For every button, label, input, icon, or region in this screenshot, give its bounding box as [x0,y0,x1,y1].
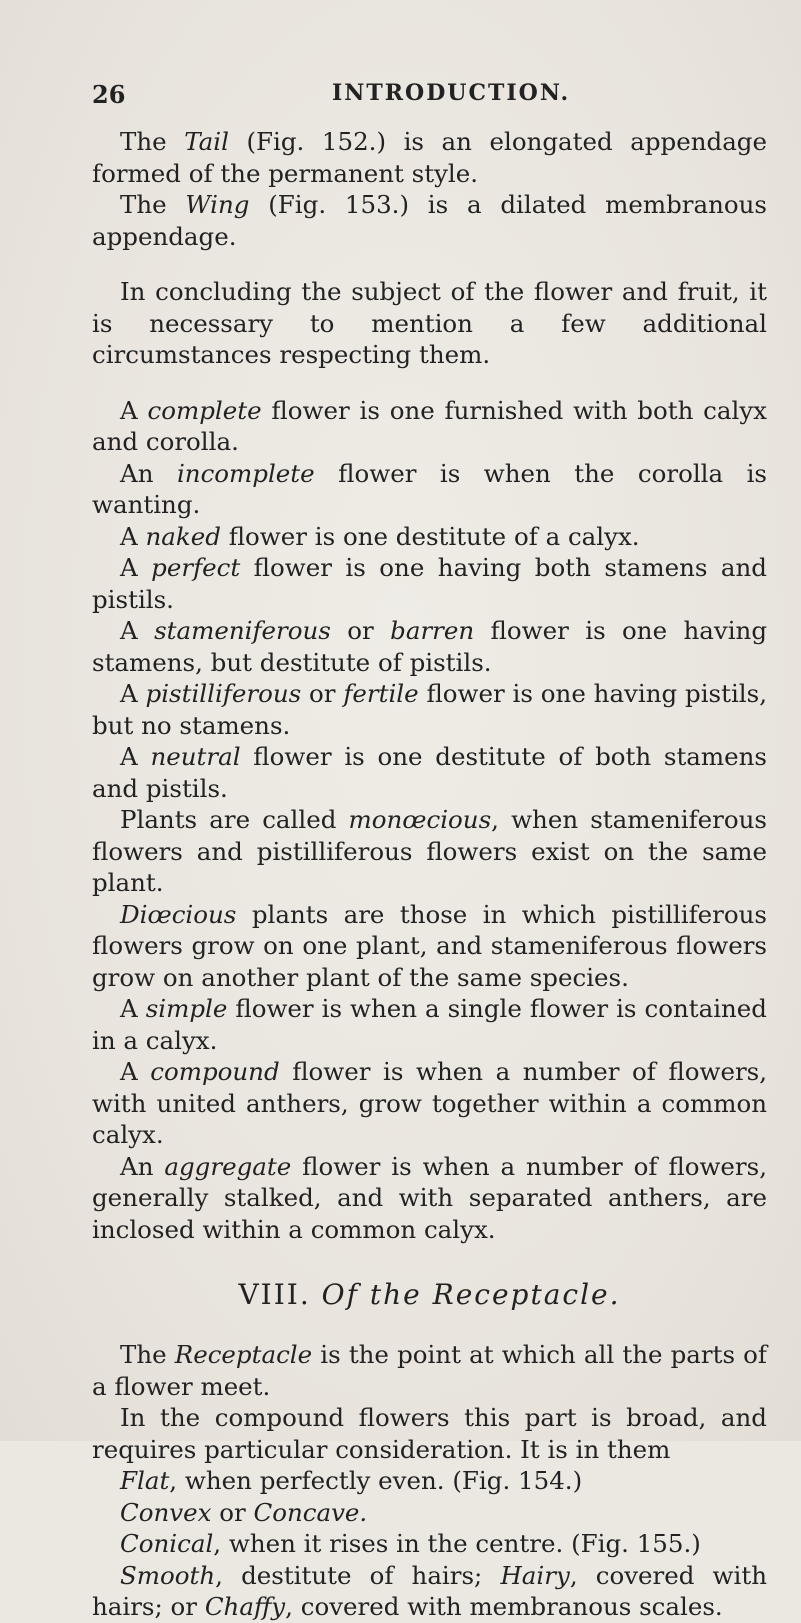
paragraph-concluding: In concluding the subject of the flower and fruit, it is necessary to mention a few additional circumstances respecting them. [92,277,767,369]
paragraph-incomplete: An incomplete flower is when the corolla is wanting. [92,458,768,519]
paragraph-compound-receptacle: In the compound flowers this part is broad, and requires particular consideration. It is in them [92,1403,767,1464]
page-body [92,126,767,1623]
paragraph-stameniferous: A stameniferous or barren flower is one having stamens, but destitute of pistils. [92,616,768,677]
paragraph-compound: A compound flower is when a number of flowers, with united anthers, grow together within a common calyx. [92,1057,768,1149]
paragraph-tail: The Tail (Fig. 152.) is an elongated appendage formed of the permanent style. [92,127,767,188]
paragraph-perfect: A perfect flower is one having both stamens and pistils. [92,553,767,614]
paragraph-wing: The Wing (Fig. 153.) is a dilated membranous appendage. [92,190,767,251]
paragraph-flat: Flat, when perfectly even. (Fig. 154.) [120,1466,583,1495]
paragraph-neutral: A neutral flower is one destitute of both stamens and pistils. [92,742,767,803]
section-heading: VIII. Of the Receptacle. [238,1278,621,1311]
paragraph-pistilliferous: A pistilliferous or fertile flower is one having pistils, but no stamens. [92,679,767,740]
paragraph-conical: Conical, when it rises in the centre. (Fig. 155.) [120,1529,701,1558]
paragraph-receptacle: The Receptacle is the point at which all the parts of a flower meet. [92,1340,767,1401]
paragraph-dioecious: Diœcious plants are those in which pistilliferous flowers grow on one plant, and stameniferous flowers grow on another plant of the same species. [92,899,767,992]
paragraph-complete: A complete flower is one furnished with both calyx and corolla. [92,395,768,456]
running-title: INTRODUCTION. [332,80,571,106]
paragraph-monoecious: Plants are called monœcious, when stameniferous flowers and pistilliferous flowers exist on the same plant. [92,805,767,897]
paragraph-naked: A naked flower is one destitute of a calyx. [120,521,640,551]
paragraph-convex: Convex or Concave. [120,1497,368,1527]
paragraph-simple: A simple flower is when a single flower is contained in a calyx. [92,994,767,1055]
page-number: 26 [92,80,126,109]
paragraph-smooth: Smooth, destitute of hairs; Hairy, covered with hairs; or Chaffy, covered with membranous scales. [92,1560,767,1621]
paragraph-aggregate: An aggregate flower is when a number of flowers, generally stalked, and with separated anthers, are inclosed within a common calyx. [92,1151,768,1244]
page-header [92,80,761,110]
